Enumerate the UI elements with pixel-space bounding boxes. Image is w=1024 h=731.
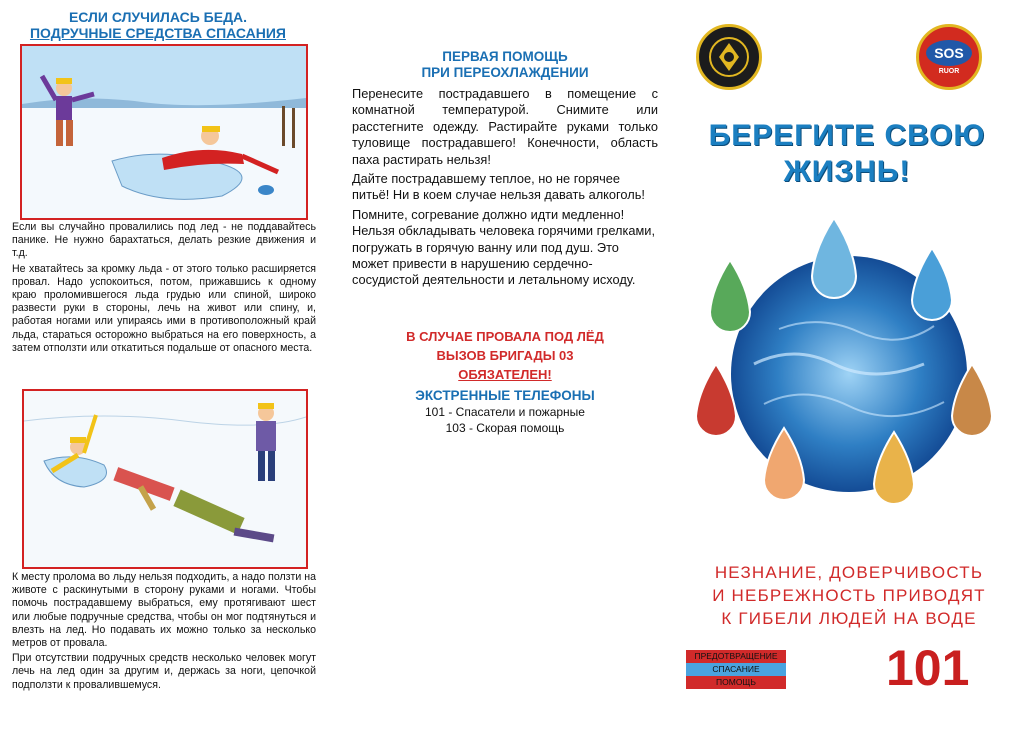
ice-illustration-bottom: [22, 389, 308, 569]
mid-heading-line2: ПРИ ПЕРЕОХЛАЖДЕНИИ: [421, 65, 589, 80]
left-text-block-1: [12, 221, 316, 357]
phones-heading: ЭКСТРЕННЫЕ ТЕЛЕФОНЫ: [415, 388, 595, 403]
phones-block: [352, 388, 658, 436]
sos-union-emblem: [916, 24, 982, 90]
phone-ambulance: 103 - Скорая помощь: [445, 421, 565, 435]
ice-illustration-top: [20, 44, 308, 220]
ruor-label: RUOR: [938, 67, 960, 75]
left-paragraph-1: Если вы случайно провалились под лед - не поддавайтесь панике. Не нужно барахтаться, делать резкие движения и т.д.: [12, 221, 316, 260]
services-strip: [686, 650, 786, 689]
left-paragraph-4: При отсутствии подручных средств несколько человек могут лечь на лед один за другим и, держась за ноги, цепочкой подползти к провалившемуся.: [12, 652, 316, 691]
mid-text-block: [352, 86, 658, 292]
slogan-line-2: И НЕБРЕЖНОСТЬ ПРИВОДЯТ: [712, 586, 986, 605]
alert-line-1: В СЛУЧАЕ ПРОВАЛА ПОД ЛЁД: [406, 329, 604, 344]
title-line-1: БЕРЕГИТЕ СВОЮ: [708, 119, 986, 152]
alert-block: [352, 327, 658, 384]
mid-paragraph-1: Перенесите пострадавшего в помещение с комнатной температурой. Снимите или расстегните одежду. Растирайте руками только туловище пострадавшего! Конечности, область паха растирать нельзя!: [352, 86, 658, 167]
left-text-block-2: [12, 571, 316, 694]
left-heading: [8, 9, 308, 41]
left-paragraph-3: К месту пролома во льду нельзя подходить, а надо ползти на животе с раскинутыми в сторону руками и ногами. Чтобы помочь пострадавшему выбраться, ему протягивают шест или любые подручные средства, чтобы он мог подтянуться и влезть на лед. Но подавать их можно только за несколько метров от провала.: [12, 571, 316, 650]
rescue-service-emblem: [696, 24, 762, 90]
mid-paragraph-2: Дайте пострадавшему теплое, но не горячее питьё! Ни в коем случае нельзя давать алкоголь!: [352, 171, 645, 203]
left-paragraph-2: Не хватайтесь за кромку льда - от этого только расширяется провал. Надо успокоиться, потом, прижавшись к одному краю проломившегося льда грудью или спиной, широко развести руки в стороны, лечь на живот или спину, и, работая ногами или упираясь ими в противоположный край льда, стараться осторожно выбраться на его поверхность, а затем отползти или откатиться подальше от опасного места.: [12, 262, 316, 354]
slogan-line-3: К ГИБЕЛИ ЛЮДЕЙ НА ВОДЕ: [721, 609, 977, 628]
mid-heading: [352, 49, 658, 81]
mid-paragraph-3: Помните, согревание должно идти медленно! Нельзя обкладывать человека горячими грелками, погружать в горячую ванну или под душ. Это может привести в нарушению сердечно-сосудистой деятельности и летальному исходу.: [352, 206, 656, 288]
left-heading-line2: ПОДРУЧНЫЕ СРЕДСТВА СПАСАНИЯ: [29, 25, 286, 41]
right-column: [670, 0, 1024, 731]
title-line-2: ЖИЗНЬ!: [783, 155, 911, 188]
strip-rescue: СПАСАНИЕ: [686, 663, 786, 676]
phone-rescue: 101 - Спасатели и пожарные: [425, 405, 585, 419]
emergency-number: 101: [886, 640, 970, 696]
left-heading-line1: ЕСЛИ СЛУЧИЛАСЬ БЕДА.: [68, 9, 248, 25]
alert-line-3: ОБЯЗАТЕЛЕН!: [458, 367, 552, 382]
mid-heading-line1: ПЕРВАЯ ПОМОЩЬ: [442, 49, 568, 64]
alert-line-2: ВЫЗОВ БРИГАДЫ 03: [436, 348, 574, 363]
strip-prevention: ПРЕДОТВРАЩЕНИЕ: [686, 650, 786, 663]
slogan-line-1: НЕЗНАНИЕ, ДОВЕРЧИВОСТЬ: [714, 563, 984, 582]
water-drops-illustration: [684, 214, 1014, 544]
sos-label: SOS: [926, 40, 972, 66]
strip-help: ПОМОЩЬ: [686, 676, 786, 689]
